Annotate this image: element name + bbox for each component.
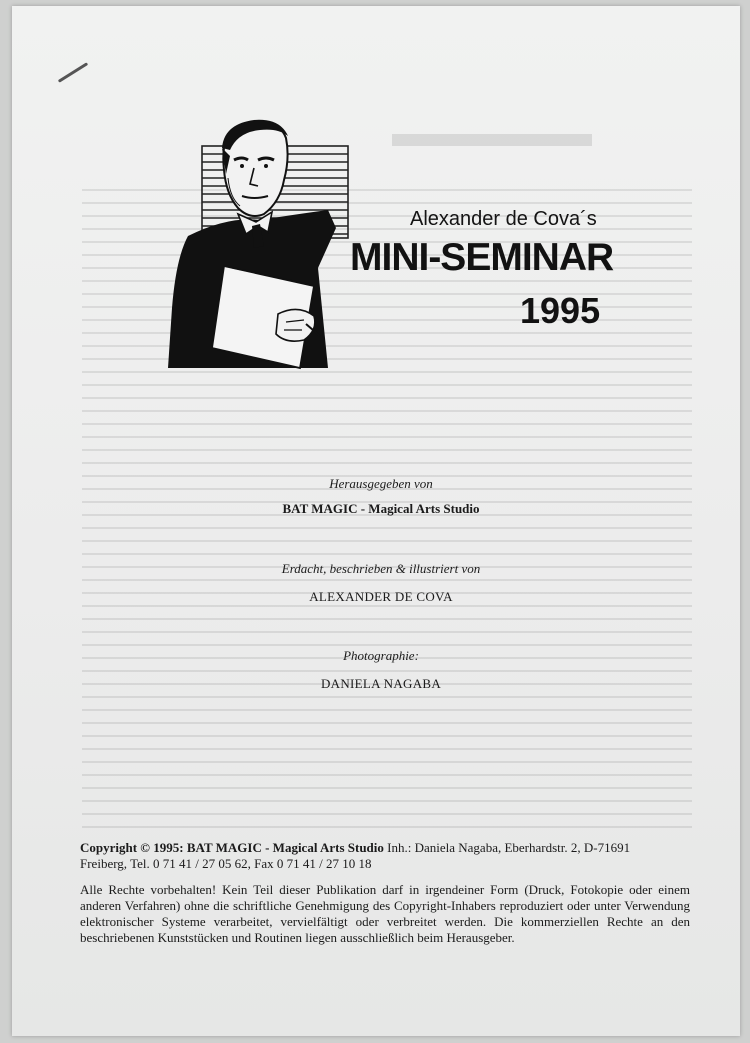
copyright-contact: Freiberg, Tel. 0 71 41 / 27 05 62, Fax 0 71 41 / 27 10 18 <box>80 856 372 871</box>
publisher-name: BAT MAGIC - Magical Arts Studio <box>282 501 480 516</box>
copyright-owner: Inh.: Daniela Nagaba, Eberhardstr. 2, D-71691 <box>383 840 631 855</box>
publisher-label: Herausgegeben von <box>329 476 433 491</box>
copyright-line: Copyright © 1995: BAT MAGIC - Magical Arts Studio <box>80 840 384 855</box>
show-through-heading <box>392 134 592 146</box>
title-subtitle: Alexander de Cova´s <box>410 208 597 230</box>
title-year: 1995 <box>520 290 601 331</box>
rights-notice: Alle Rechte vorbehalten! Kein Teil dieser Publikation darf in irgendeiner Form (Druck, Fotokopie oder einem anderen Verfahren) ohne die schriftliche Genehmigung des Copyright-Inhabers reproduziert oder unter Verwendung elektronischer Systeme verarbeitet, vervielfältigt oder verbreitet werden. Die kommerziellen Rechte an den beschriebenen Kunststücken und Routinen liegen ausschließlich beim Herausgeber. <box>80 882 690 945</box>
author-name: ALEXANDER DE COVA <box>309 589 453 604</box>
author-label: Erdacht, beschrieben & illustriert von <box>281 561 481 576</box>
photography-name: DANIELA NAGABA <box>320 676 442 691</box>
staple-mark <box>58 62 88 83</box>
copyright-block <box>80 840 680 872</box>
portrait-illustration <box>168 118 350 372</box>
title-main: MINI-SEMINAR <box>350 236 614 279</box>
photography-label: Photographie: <box>343 648 419 663</box>
